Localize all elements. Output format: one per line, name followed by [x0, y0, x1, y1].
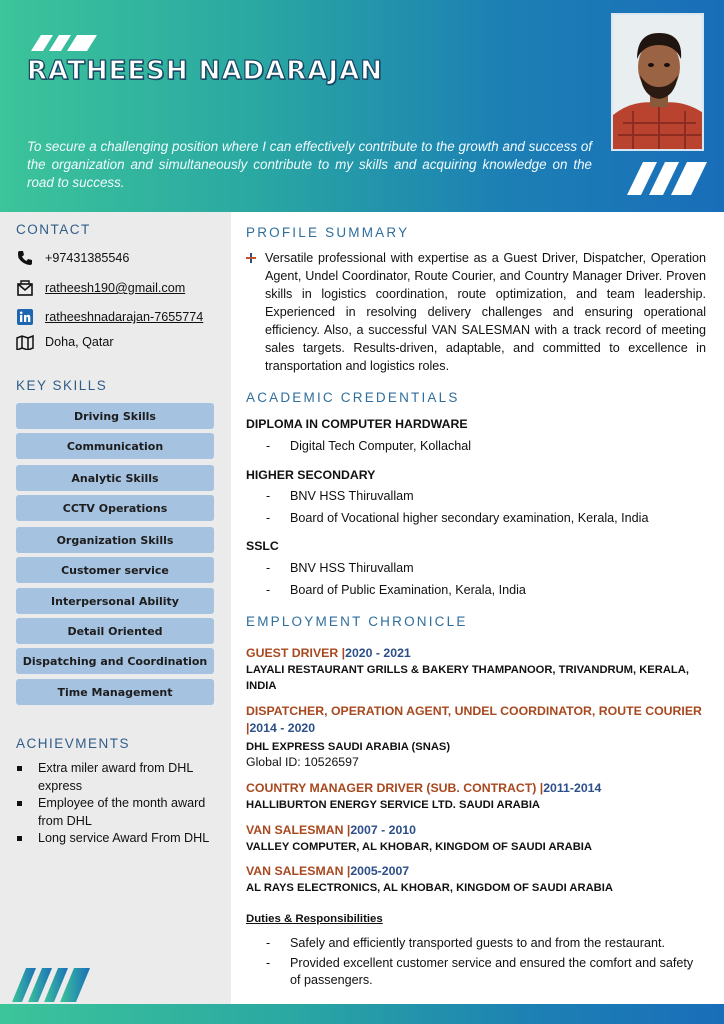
contact-email[interactable] [16, 278, 185, 298]
header-banner [0, 0, 724, 212]
academics-heading: ACADEMIC CREDENTIALS [246, 390, 460, 405]
job-title: VAN SALESMAN |2005-2007 [246, 864, 410, 878]
phone-icon [16, 249, 34, 267]
degree-title: HIGHER SECONDARY [246, 468, 376, 482]
stripes-decoration [627, 162, 707, 195]
list-item: - Safely and efficiently transported guests to and from the restaurant. [266, 936, 665, 950]
employment-heading: EMPLOYMENT CHRONICLE [246, 614, 468, 629]
skill-box: Communication [16, 433, 214, 459]
profile-photo [611, 13, 704, 151]
email-link[interactable]: ratheesh190@gmail.com [45, 281, 186, 295]
skill-box: Dispatching and Coordination [16, 648, 214, 674]
list-item: - Provided excellent customer service and ensured the comfort and safety of passengers. [266, 956, 694, 987]
mail-icon [16, 279, 34, 297]
skill-box: CCTV Operations [16, 495, 214, 521]
stripes-decoration [12, 968, 90, 1002]
skills-heading: KEY SKILLS [16, 378, 108, 393]
list-item: - Board of Public Examination, Kerala, India [266, 583, 526, 597]
list-item: - BNV HSS Thiruvallam [266, 561, 414, 575]
list-item: - Board of Vocational higher secondary examination, Kerala, India [266, 511, 649, 525]
job-company: LAYALI RESTAURANT GRILLS & BAKERY THAMPANOOR, TRIVANDRUM, KERALA, INDIA [246, 664, 689, 692]
skill-box: Interpersonal Ability [16, 588, 214, 614]
skill-box: Analytic Skills [16, 465, 214, 491]
list-item: Extra miler award from DHL express [16, 760, 226, 795]
footer-bar [0, 1004, 724, 1024]
achievements-heading: ACHIEVMENTS [16, 736, 131, 751]
job-title: VAN SALESMAN |2007 - 2010 [246, 823, 416, 837]
stripes-decoration [31, 35, 97, 51]
skill-box: Detail Oriented [16, 618, 214, 644]
map-icon [16, 333, 34, 351]
job-company: AL RAYS ELECTRONICS, AL KHOBAR, KINGDOM OF SAUDI ARABIA [246, 882, 613, 894]
candidate-name: RATHEESH NADARAJAN [27, 56, 383, 86]
phone-number: +97431385546 [45, 251, 130, 265]
location-text: Doha, Qatar [45, 335, 114, 349]
job-company: VALLEY COMPUTER, AL KHOBAR, KINGDOM OF SAUDI ARABIA [246, 841, 592, 853]
list-item: Employee of the month award from DHL [16, 795, 226, 830]
contact-heading: CONTACT [16, 222, 91, 237]
degree-title: SSLC [246, 539, 279, 553]
job-title: DISPATCHER, OPERATION AGENT, UNDEL COORDINATOR, ROUTE COURIER |2014 - 2020 [246, 704, 702, 735]
bullet-icon [246, 253, 256, 263]
linkedin-link[interactable]: ratheeshnadarajan-7655774 [45, 310, 204, 324]
linkedin-icon [16, 308, 34, 326]
skill-box: Customer service [16, 557, 214, 583]
contact-phone [16, 248, 129, 268]
duties-heading: Duties & Responsibilities [246, 913, 383, 925]
profile-summary [246, 249, 706, 375]
list-item: - BNV HSS Thiruvallam [266, 489, 414, 503]
job-title: COUNTRY MANAGER DRIVER (SUB. CONTRACT) |2011-2014 [246, 781, 602, 795]
list-item: - Digital Tech Computer, Kollachal [266, 439, 472, 453]
degree-title: DIPLOMA IN COMPUTER HARDWARE [246, 417, 468, 431]
skill-box: Driving Skills [16, 403, 214, 429]
list-item: Long service Award From DHL [16, 830, 226, 848]
job-title: GUEST DRIVER |2020 - 2021 [246, 646, 411, 660]
skill-box: Organization Skills [16, 527, 214, 553]
contact-linkedin[interactable] [16, 307, 203, 327]
summary-text: Versatile professional with expertise as a Guest Driver, Dispatcher, Operation Agent, Undel Coordinator, Route Courier, and Country Manager Driver. Proven skills in logistics coordination, route optimization, and team leadership. Experienced in resolving delivery challenges and ensuring operational efficiency. Also, a successful VAN SALESMAN with a track record of meeting sales targets. Results-driven, adaptable, and committed to excellence in transportation and logistics roles. [265, 251, 706, 373]
job-company: DHL EXPRESS SAUDI ARABIA (SNAS) [246, 741, 451, 753]
skill-box: Time Management [16, 679, 214, 705]
achievements-list [16, 760, 226, 848]
career-objective: To secure a challenging position where I can effectively contribute to the growth and success of the organization and simultaneously contribute to my skills and acquiring knowledge on the road to success. [27, 139, 592, 190]
profile-heading: PROFILE SUMMARY [246, 225, 410, 240]
job-company: HALLIBURTON ENERGY SERVICE LTD. SAUDI ARABIA [246, 799, 541, 811]
contact-location [16, 332, 114, 352]
global-id: Global ID: 10526597 [246, 755, 359, 769]
